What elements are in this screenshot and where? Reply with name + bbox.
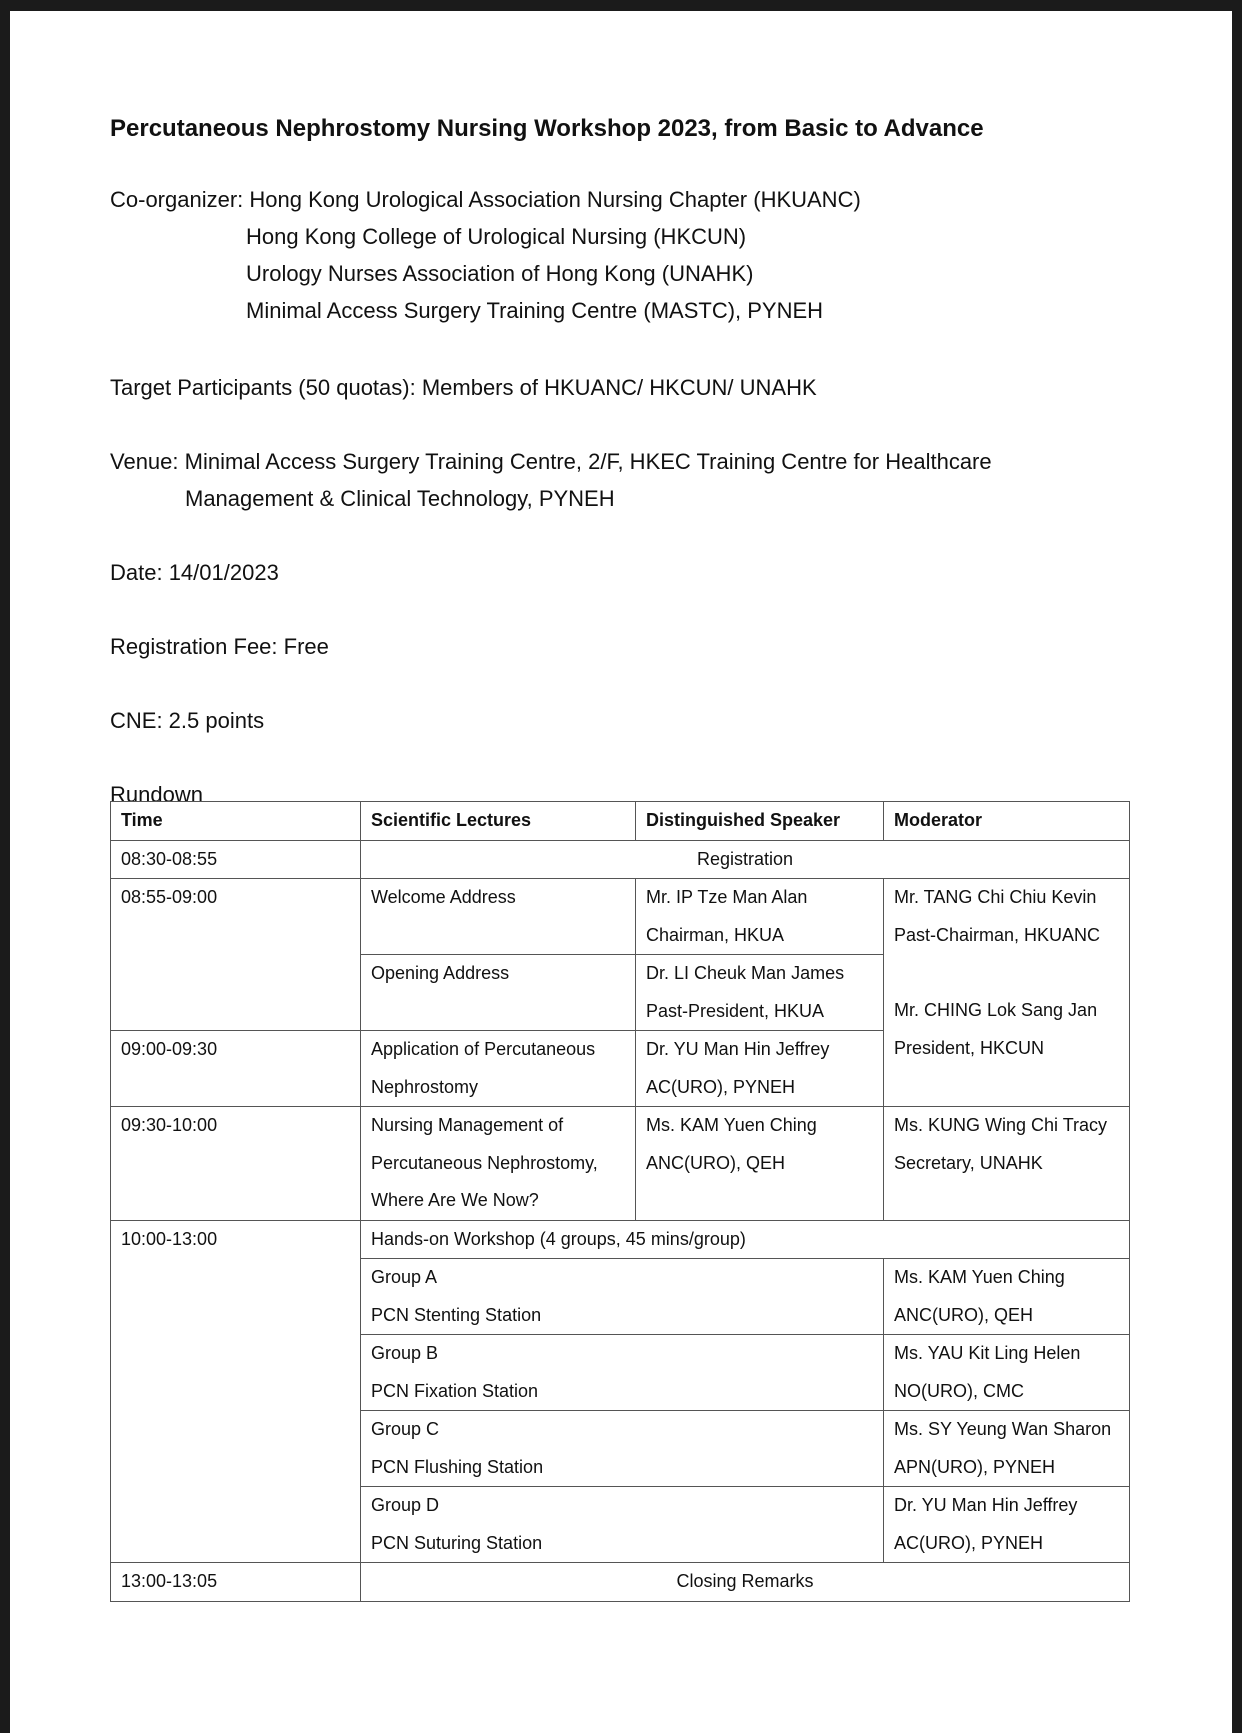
document-title: Percutaneous Nephrostomy Nursing Workshop 2023, from Basic to Advance [110,115,984,142]
moderator-title: President, HKCUN [894,1037,1045,1058]
group-name: Group B [371,1343,439,1363]
lecture-cell: Welcome Address [361,879,636,955]
group-cell [361,1487,884,1563]
time-cell: 08:30-08:55 [111,840,361,879]
moderator-cell [884,1259,1130,1335]
lecture-cell [361,1107,636,1221]
group-name: Group D [371,1495,440,1515]
lecture-cell: Opening Address [361,955,636,1031]
speaker-cell [636,879,884,955]
moderator-cell [884,879,1130,955]
lecture-line: Percutaneous Nephrostomy, [371,1152,598,1173]
group-cell [361,1259,884,1335]
co-organizer-label: Co-organizer: [110,187,244,212]
table-row [111,1563,1130,1602]
moderator-title: Past-Chairman, HKUANC [894,924,1101,945]
moderator-cell [884,1335,1130,1411]
moderator-title: ANC(URO), QEH [894,1304,1033,1325]
moderator-cell [884,1487,1130,1563]
group-station: PCN Flushing Station [371,1456,544,1477]
speaker-cell [636,1107,884,1221]
registration-cell: Registration [361,840,1130,879]
co-organizer-item: Urology Nurses Association of Hong Kong (UNAHK) [246,261,754,286]
closing-cell: Closing Remarks [361,1563,1130,1602]
moderator-title: APN(URO), PYNEH [894,1456,1056,1477]
speaker-cell [636,1031,884,1107]
group-cell [361,1335,884,1411]
speaker-title: AC(URO), PYNEH [646,1076,796,1097]
lecture-line: Nephrostomy [371,1076,479,1097]
speaker-title: Past-President, HKUA [646,1000,825,1021]
moderator-name: Mr. TANG Chi Chiu Kevin [894,887,1097,907]
table-row [111,879,1130,955]
group-cell [361,1411,884,1487]
document-page [10,11,1232,1733]
moderator-cell [884,1411,1130,1487]
moderator-name: Ms. YAU Kit Ling Helen [894,1343,1081,1363]
rundown-label: Rundown [110,782,203,807]
venue-line-2: Management & Clinical Technology, PYNEH [185,486,615,511]
time-cell: 09:30-10:00 [111,1107,361,1221]
time-cell: 13:00-13:05 [111,1563,361,1602]
time-cell: 09:00-09:30 [111,1031,361,1107]
cne-points: CNE: 2.5 points [110,708,265,733]
event-date: Date: 14/01/2023 [110,560,279,585]
lecture-line: Where Are We Now? [371,1190,539,1210]
co-organizer-line [110,187,861,213]
group-station: PCN Suturing Station [371,1532,543,1553]
workshop-cell: Hands-on Workshop (4 groups, 45 mins/group) [361,1220,1130,1259]
header-speaker: Distinguished Speaker [636,802,884,841]
speaker-cell [636,955,884,1031]
speaker-name: Dr. LI Cheuk Man James [646,963,845,983]
rundown-table [110,801,1130,1602]
group-name: Group A [371,1267,438,1287]
co-organizer-item: Minimal Access Surgery Training Centre (MASTC), PYNEH [246,298,824,323]
moderator-name: Ms. KAM Yuen Ching [894,1267,1065,1287]
lecture-cell [361,1031,636,1107]
table-header-row [111,802,1130,841]
moderator-name: Ms. KUNG Wing Chi Tracy [894,1115,1108,1135]
moderator-cell [884,955,1130,1107]
target-participants: Target Participants (50 quotas): Members of HKUANC/ HKCUN/ UNAHK [110,375,817,400]
speaker-name: Ms. KAM Yuen Ching [646,1115,817,1135]
co-organizer-item: Hong Kong Urological Association Nursing Chapter (HKUANC) [249,187,861,212]
lecture-line: Nursing Management of [371,1115,564,1135]
co-organizer-item: Hong Kong College of Urological Nursing (HKCUN) [246,224,747,249]
group-name: Group C [371,1419,440,1439]
speaker-name: Dr. YU Man Hin Jeffrey [646,1039,830,1059]
header-time: Time [111,802,361,841]
lecture-line: Application of Percutaneous [371,1039,596,1059]
registration-fee: Registration Fee: Free [110,634,329,659]
group-station: PCN Stenting Station [371,1304,542,1325]
header-lectures: Scientific Lectures [361,802,636,841]
table-row [111,1107,1130,1221]
table-row [111,1220,1130,1259]
group-station: PCN Fixation Station [371,1380,539,1401]
speaker-title: ANC(URO), QEH [646,1152,785,1173]
speaker-title: Chairman, HKUA [646,924,785,945]
moderator-name: Dr. YU Man Hin Jeffrey [894,1495,1078,1515]
moderator-cell [884,1107,1130,1221]
time-cell: 10:00-13:00 [111,1220,361,1563]
moderator-title: Secretary, UNAHK [894,1152,1043,1173]
moderator-name: Mr. CHING Lok Sang Jan [894,1000,1098,1020]
moderator-title: AC(URO), PYNEH [894,1532,1044,1553]
header-moderator: Moderator [884,802,1130,841]
time-cell: 08:55-09:00 [111,879,361,1031]
table-row [111,840,1130,879]
speaker-name: Mr. IP Tze Man Alan [646,887,808,907]
moderator-title: NO(URO), CMC [894,1380,1024,1401]
moderator-name: Ms. SY Yeung Wan Sharon [894,1419,1112,1439]
venue-line-1: Venue: Minimal Access Surgery Training Centre, 2/F, HKEC Training Centre for Healthcare [110,449,992,474]
